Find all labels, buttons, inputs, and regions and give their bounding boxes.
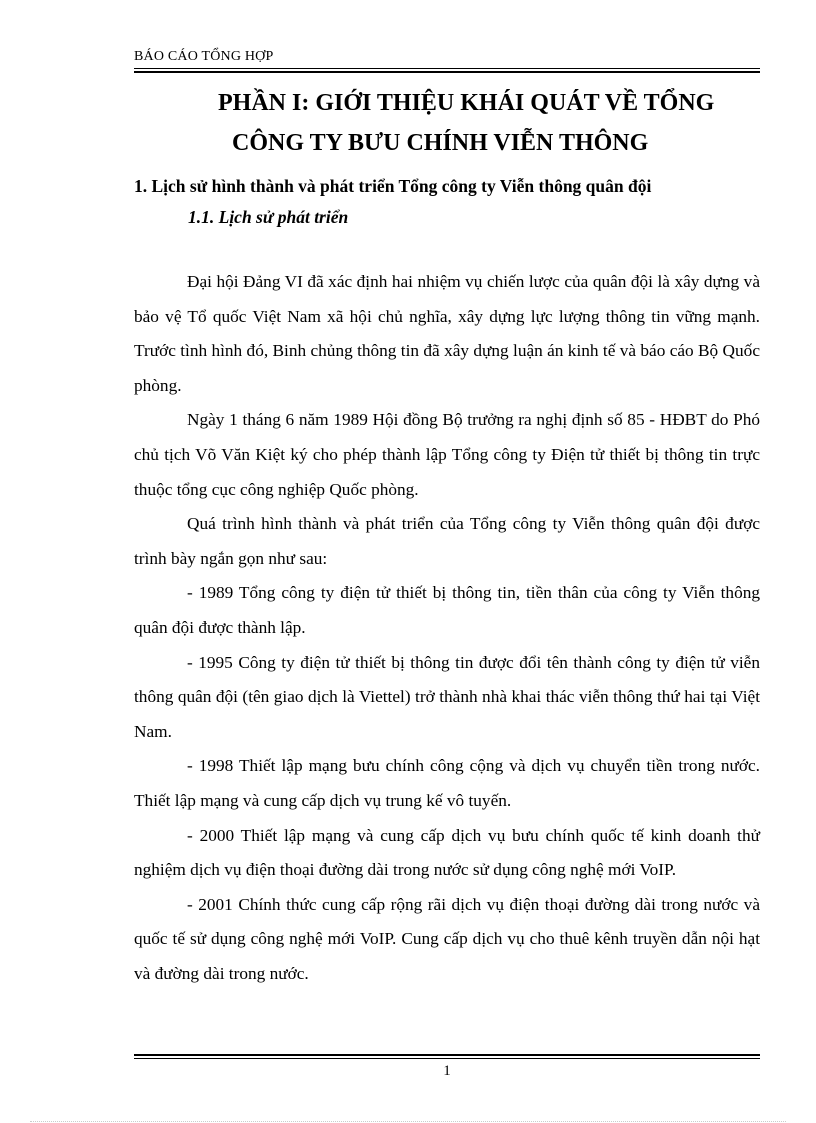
body-text <box>134 265 760 991</box>
footer-rule-bottom <box>134 1058 760 1059</box>
paragraph: - 1998 Thiết lập mạng bưu chính công cộng và dịch vụ chuyển tiền trong nước. Thiết lập mạng và cung cấp dịch vụ trung kế vô tuyến. <box>134 756 760 810</box>
running-header: BÁO CÁO TỔNG HỢP <box>134 49 274 64</box>
section-title-line-2: CÔNG TY BƯU CHÍNH VIỄN THÔNG <box>232 130 649 156</box>
paragraph: - 2001 Chính thức cung cấp rộng rãi dịch vụ điện thoại đường dài trong nước và quốc tế sử dụng công nghệ mới VoIP. Cung cấp dịch vụ cho thuê kênh truyền dẫn nội hạt và đường dài trong nước. <box>134 894 760 983</box>
heading-1-1: 1.1. Lịch sử phát triển <box>188 207 349 227</box>
page-number: 1 <box>443 1063 451 1079</box>
paragraph: Đại hội Đảng VI đã xác định hai nhiệm vụ chiến lược của quân đội là xây dựng và bảo vệ Tổ quốc Việt Nam xã hội chủ nghĩa, xây dựng lực lượng thông tin vững mạnh. Trước tình hình đó, Binh chủng thông tin đã xây dựng luận án kinh tế và báo cáo Bộ Quốc phòng. <box>134 272 760 395</box>
heading-1: 1. Lịch sử hình thành và phát triển Tổng công ty Viễn thông quân đội <box>134 176 652 196</box>
header-rule-bottom <box>134 71 760 73</box>
paragraph: Quá trình hình thành và phát triển của Tổng công ty Viễn thông quân đội được trình bày ngắn gọn như sau: <box>134 514 760 568</box>
paragraph: Ngày 1 tháng 6 năm 1989 Hội đồng Bộ trưởng ra nghị định số 85 - HĐBT do Phó chủ tịch Võ Văn Kiệt ký cho phép thành lập Tổng công ty Điện tử thiết bị thông tin trực thuộc tổng cục công nghiệp Quốc phòng. <box>134 410 760 499</box>
footer-rule-top <box>134 1054 760 1056</box>
header-rule-top <box>134 68 760 69</box>
section-title-line-1: PHẦN I: GIỚI THIỆU KHÁI QUÁT VỀ TỔNG <box>218 90 715 116</box>
paragraph: - 1995 Công ty điện tử thiết bị thông tin được đổi tên thành công ty điện tử viễn thông quân đội (tên giao dịch là Viettel) trở thành nhà khai thác viễn thông thứ hai tại Việt Nam. <box>134 652 760 741</box>
page-edge <box>30 1121 786 1122</box>
paragraph: - 1989 Tổng công ty điện tử thiết bị thông tin, tiền thân của công ty Viễn thông quân đội được thành lập. <box>134 583 760 637</box>
paragraph: - 2000 Thiết lập mạng và cung cấp dịch vụ bưu chính quốc tế kinh doanh thử nghiệm dịch vụ điện thoại đường dài trong nước sử dụng công nghệ mới VoIP. <box>134 825 760 880</box>
